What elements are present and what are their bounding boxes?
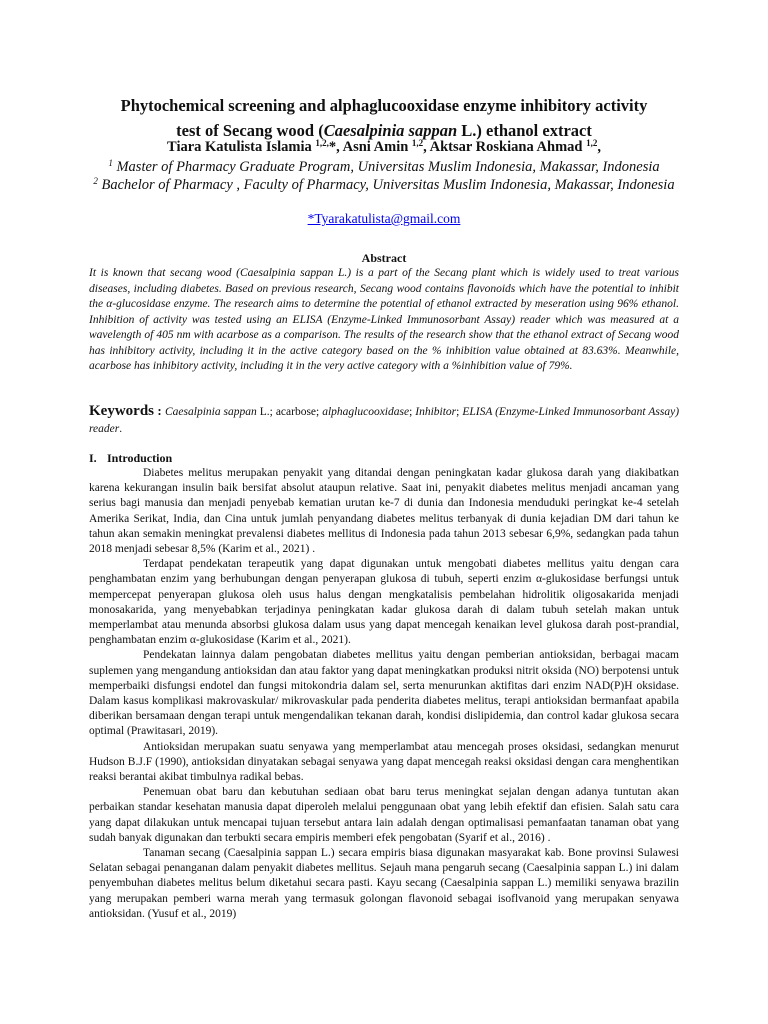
paragraph: Terdapat pendekatan terapeutik yang dapat digunakan untuk mengobati diabetes mellitus yaitu dengan cara penghambatan enzim yang berhubungan dengan penyerapan glukosa di tubuh, seperti enzim α-glukosidase berfungsi untuk mempercepat penyerapan glukosa oleh usus halus dengan mengkatalisis pembelahan hidrolitik oligosakarida menjadi monosakarida, yang menyebabkan terjadinya peningkatan kadar glukosa darah di dalam tubuh setelah makan untuk memperlambat atau menunda absorbsi glukosa dalam usus yang dapat mencegah kenaikan level glukosa darah post-prandial, penghambatan enzim α-glukosidase (Karim et al., 2021). (89, 558, 679, 647)
title-line-2-prefix: test of Secang wood ( (176, 121, 324, 140)
keywords-separator: : (154, 403, 166, 418)
keyword-text: L.; acarbose; (256, 406, 323, 418)
abstract-text: It is known that secang wood (Caesalpinia sappan L.) is a part of the Secang plant which is widely used to treat various diseases, including diabetes. Based on previous research, Secang wood contains flavonoids which have the potential to inhibit the α-glucosidase enzyme. The research aims to determine the potential of ethanol extracted by meseration using 96% ethanol. Inhibition of activity was tested using an ELISA (Enzyme-Linked Immunosorbant Assay) reader which was measured at a wavelength of 405 nm with acarbose as a comparison. The results of the research show that the ethanol extract of Secang wood has inhibitory activity, including it in the active category based on the % inhibition value obtained at 83.63%. Meanwhile, acarbose has inhibitory activity, including it in the very active category with a %inhibition value of 79%. (89, 267, 679, 372)
paper-title (60, 93, 708, 143)
keywords-label: Keywords (89, 403, 154, 419)
section-title: Introduction (107, 451, 173, 465)
title-line-2-suffix: L.) ethanol extract (457, 121, 592, 140)
author-2: Asni Amin $^{1,2}$, (342, 138, 430, 155)
author-list (60, 137, 708, 157)
paragraph: Pendekatan lainnya dalam pengobatan diabetes mellitus yaitu dengan pemberian antioksidan, berbagai macam suplemen yang mengandung antioksidan dan atau faktor yang dapat meningkatkan produksi nitrit oksida (NO) berpotensi untuk memperbaiki disfungsi endotel dan fungsi mitokondria dalam sel, serta menurunkan aktifitas dari enzim NAD(P)H oksidase. Dalam kasus komplikasi makrovaskular/ mikrovaskular pada penderita diabetes melitus, terapi antioksidan bermanfaat apabila diberikan bersamaan dengan terapi untuk mengendalikan tekanan darah, kondisi dislipidemia, dan control kadar glukosa secara optimal (Prawitasari, 2019). (89, 649, 679, 738)
paragraph: Penemuan obat baru dan kebutuhan sediaan obat baru terus meningkat sejalan dengan adanya tuntutan akan perbaikan standar kesehatan manusia dapat diperoleh melalui penggunaan obat yang lebih efektif dan efisien. Salah satu cara yang dapat dilakukan untuk mencapai tujuan tersebut antara lain adalah dengan optimalisasi pemanfaatan tanaman obat yang sudah banyak digunakan dan terbukti secara empiris memberi efek pengobatan (Syarif et al., 2016) . (89, 786, 679, 844)
keyword-separator: ; (409, 406, 416, 418)
introduction-body (89, 466, 679, 922)
section-heading (89, 451, 172, 466)
keyword-elisa: ELISA (Enzyme-Linked Immunosorbant Assay) reader (89, 406, 680, 435)
keyword-inhibitor: Inhibitor (415, 406, 457, 418)
section-number: I. (89, 451, 97, 465)
keyword-end: . (119, 423, 123, 435)
author-1: Tiara Katulista Islamia $^{1,2,}$*, (167, 138, 343, 155)
keyword-species: Caesalpinia sappan (165, 406, 257, 418)
title-line-1: Phytochemical screening and alphaglucooxidase enzyme inhibitory activity (120, 96, 648, 115)
keywords-section (89, 402, 679, 438)
keyword-enzyme: alphaglucooxidase (322, 406, 410, 418)
abstract-heading: Abstract (361, 251, 407, 265)
paragraph: Diabetes melitus merupakan penyakit yang ditandai dengan peningkatan kadar glukosa darah yang diakibatkan karena kekurangan insulin baik bersifat absolut ataupun relative. Saat ini, penyakit diabetes melitus menjadi ancaman yang serius bagi manusia dan menjadi penyebab kematian urutan ke-7 di dunia dan Indonesia menduduki peringkat ke-4 setelah Amerika Serikat, India, dan Cina untuk jumlah penyandang diabetes melitus terbanyak di dunia kejadian DM dari tahun ke tahun akan semakin meningkat prevalensi diabetes mellitus di Indonesia pada tahun 2013 sebesar 6,9%, sedangkan pada tahun 2018 menjadi sebesar 8,5% (Karim et al., 2021) . (89, 467, 679, 556)
title-species-name: Caesalpinia sappan (323, 121, 458, 140)
affiliation-1: $^1$ Master of Pharmacy Graduate Program, Universitas Muslim Indonesia, Makassar, Indonesia (108, 158, 660, 175)
paragraph: Tanaman secang (Caesalpinia sappan L.) secara empiris biasa digunakan masyarakat kab. Bone provinsi Sulawesi Selatan sebagai penanganan dalam penyakit diabetes mellitus. Sejauh mana pengaruh secang (Caesalpinia sappan L.) ini dalam penyembuhan diabetes melitus belum diketahui secara pasti. Kayu secang (Caesalpinia sappan L.) memiliki senyawa brazilin yang merupakan pemberi warna merah yang termasuk golongan flavonoid sebagai isoflvanoid yang merupakan senyawa antioksidan. (Yusuf et al., 2019) (89, 847, 679, 920)
author-3: Aktsar Roskiana Ahmad $^{1,2}$, (429, 138, 601, 155)
corresponding-email-link[interactable]: *Tyarakatulista@gmail.com (307, 211, 461, 226)
affiliation-2: $^2$ Bachelor of Pharmacy , Faculty of Pharmacy, Universitas Muslim Indonesia, Makassar, Indonesia (93, 176, 675, 193)
paragraph: Antioksidan merupakan suatu senyawa yang memperlambat atau mencegah proses oksidasi, sedangkan menurut Hudson B.J.F (1990), antioksidan dinyatakan sebagai senyawa yang dapat mencegah reaksi oksidasi dengan cara menghentikan reaksi berantai akibat timbulnya radikal bebas. (89, 740, 679, 784)
keyword-separator: ; (456, 406, 463, 418)
